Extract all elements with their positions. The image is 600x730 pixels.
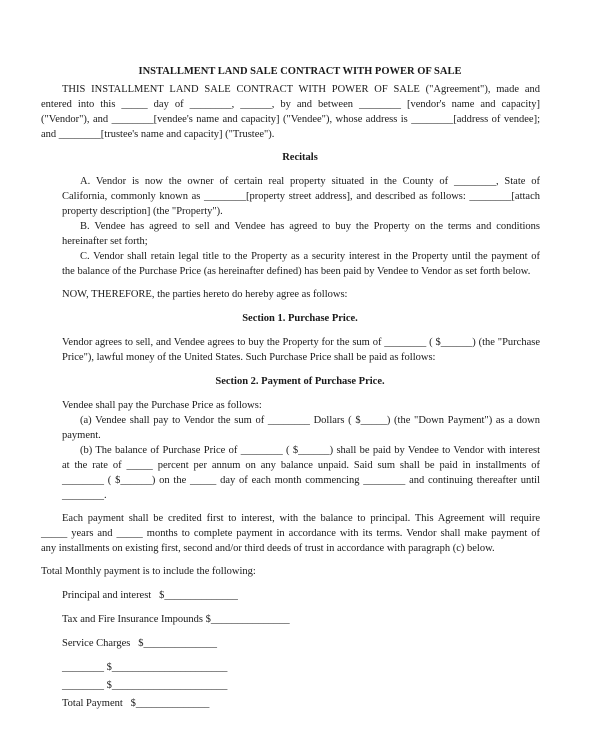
monthly-intro: Total Monthly payment is to include the following: xyxy=(41,566,256,577)
payment-item: Tax and Fire Insurance Impounds $_______________ xyxy=(62,614,290,625)
intro-line: entered into this _____ day of ________, ______, by and between ________ [vendor's name and capacity] xyxy=(41,99,540,110)
payment-item: ________ $______________________ xyxy=(62,662,228,673)
section2-line: ________ ( $______) on the _____ day of each month commencing ________ and continuing thereafter until xyxy=(62,475,540,486)
section2-line: (b) The balance of Purchase Price of ________ ( $______) shall be paid by Vendee to Vendor with interest xyxy=(80,445,540,456)
credit-line: Each payment shall be credited first to interest, with the balance to principal. This Agreement will require xyxy=(62,513,540,524)
payment-item: ________ $______________________ xyxy=(62,680,228,691)
recital-line: B. Vendee has agreed to sell and Vendee has agreed to buy the Property on the terms and conditions xyxy=(80,221,540,232)
recital-line: property description] (the "Property"). xyxy=(62,206,223,217)
section2-line: ________. xyxy=(62,490,107,501)
intro-line: and ________[trustee's name and capacity] ("Trustee"). xyxy=(41,129,275,140)
recital-line: hereinafter set forth; xyxy=(62,236,148,247)
payment-item: Service Charges $______________ xyxy=(62,638,217,649)
credit-line: any installments on existing first, second and/or third deeds of trust in accordance with paragraph (c) below. xyxy=(41,543,495,554)
document-title: INSTALLMENT LAND SALE CONTRACT WITH POWER OF SALE xyxy=(138,66,462,77)
therefore-clause: NOW, THEREFORE, the parties hereto do hereby agree as follows: xyxy=(62,289,348,300)
section2-line: Vendee shall pay the Purchase Price as follows: xyxy=(62,400,262,411)
total-payment-item: Total Payment $______________ xyxy=(62,698,210,709)
section2-heading: Section 2. Payment of Purchase Price. xyxy=(215,376,385,387)
section2-line: at the rate of _____ percent per annum on any balance unpaid. Said sum shall be paid in installments of xyxy=(62,460,540,471)
intro-line: ("Vendor"), and ________[vendee's name and capacity] ("Vendee"), whose address is ________[address of vendee]; xyxy=(41,114,540,125)
credit-line: _____ years and _____ months to complete payment in accordance with its terms. Vendor shall make payment of xyxy=(41,528,540,539)
section1-line: Price"), lawful money of the United States. Such Purchase Price shall be paid as follows: xyxy=(62,352,436,363)
section2-line: (a) Vendee shall pay to Vendor the sum of ________ Dollars ( $_____) (the "Down Payment") as a down xyxy=(80,415,540,426)
recital-line: California, commonly known as ________[property street address], and described as follows: ________[attach xyxy=(62,191,540,202)
recitals-heading: Recitals xyxy=(282,152,318,163)
recital-line: A. Vendor is now the owner of certain real property situated in the County of ________, State of xyxy=(80,176,540,187)
recital-line: the balance of the Purchase Price (as hereinafter defined) has been paid by Vendee to Vendor as set forth below. xyxy=(62,266,531,277)
recital-line: C. Vendor shall retain legal title to the Property as a security interest in the Property until the payment of xyxy=(80,251,540,262)
intro-line: THIS INSTALLMENT LAND SALE CONTRACT WITH POWER OF SALE ("Agreement"), made and xyxy=(62,84,540,95)
section1-heading: Section 1. Purchase Price. xyxy=(242,313,358,324)
section1-line: Vendor agrees to sell, and Vendee agrees to buy the Property for the sum of ________ ( $______) (the "Purchase xyxy=(62,337,540,348)
payment-item: Principal and interest $______________ xyxy=(62,590,238,601)
section2-line: payment. xyxy=(62,430,101,441)
